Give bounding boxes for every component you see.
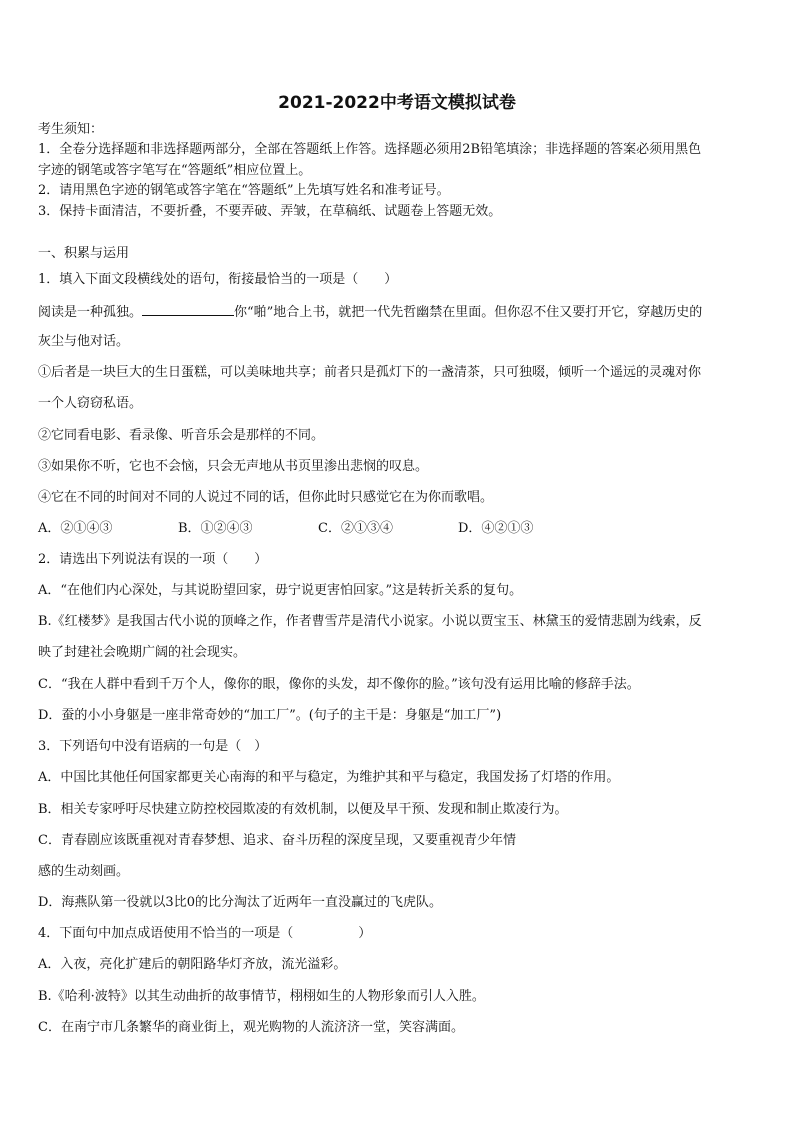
option-c: C．青春剧应该既重视对青春梦想、追求、奋斗历程的深度呈现，又要重视青少年情 xyxy=(38,833,516,848)
notice-item: 3．保持卡面清洁，不要折叠，不要弄破、弄皱，在草稿纸、试题卷上答题无效。 xyxy=(38,204,502,219)
option-c: C．②①③④ xyxy=(318,521,393,536)
passage-text: 你“啪”地合上书，就把一代先哲幽禁在里面。但你忍不住又要打开它，穿越历史的 xyxy=(234,305,703,320)
option-a: A．入夜，亮化扩建后的朝阳路华灯齐放，流光溢彩。 xyxy=(38,957,347,972)
option-a: A．中国比其他任何国家都更关心南海的和平与稳定，为维护其和平与稳定，我国发扬了灯塔的作用。 xyxy=(38,770,620,785)
option-a: A．“在他们内心深处，与其说盼望回家，毋宁说更害怕回家。”这是转折关系的复句。 xyxy=(38,583,523,598)
page-title: 2021-2022中考语文模拟试卷 xyxy=(278,93,516,113)
question-1-stem: 1．填入下面文段横线处的语句，衔接最恰当的一项是（ ） xyxy=(38,272,398,287)
option-c: C．在南宁市几条繁华的商业街上，观光购物的人流济济一堂，笑容满面。 xyxy=(38,1020,464,1035)
notice-heading: 考生须知： xyxy=(38,122,104,137)
option-b: B．相关专家呼吁尽快建立防控校园欺凌的有效机制，以便及早干预、发现和制止欺凌行为。 xyxy=(38,802,568,817)
sentence-1: ①后者是一块巨大的生日蛋糕，可以美味地共享；前者只是孤灯下的一盏清茶，只可独啜，倾听一个遥远的灵魂对你 xyxy=(38,365,702,380)
option-b: B.《红楼梦》是我国古代小说的顶峰之作，作者曹雪芹是清代小说家。小说以贾宝玉、林黛玉的爱情悲剧为线索，反 xyxy=(38,614,702,629)
question-1-passage xyxy=(38,303,760,321)
option-a: A．②①④③ xyxy=(38,521,113,536)
question-4-stem: 4．下面句中加点成语使用不恰当的一项是（ ） xyxy=(38,926,372,941)
option-b: B．①②④③ xyxy=(178,521,253,536)
section-heading: 一、积累与运用 xyxy=(38,246,130,261)
sentence-2: ②它同看电影、看录像、听音乐会是那样的不同。 xyxy=(38,428,325,443)
notice-item: 1．全卷分选择题和非选择题两部分，全部在答题纸上作答。选择题必须用2B铅笔填涂；非选择题的答案必须用黑色 xyxy=(38,142,702,157)
sentence-1: 一个人窃窃私语。 xyxy=(38,396,143,411)
option-c: C．“我在人群中看到千万个人，像你的眼，像你的头发，却不像你的脸。”该句没有运用比喻的修辞手法。 xyxy=(38,677,640,692)
question-1-options xyxy=(38,521,760,537)
option-d: D．蚕的小小身躯是一座非常奇妙的“加工厂”。(句子的主干是：身躯是“加工厂”) xyxy=(38,708,502,723)
question-3-stem: 3．下列语句中没有语病的一句是（ ） xyxy=(38,739,268,754)
option-d: D．海燕队第一役就以3比0的比分淘汰了近两年一直没赢过的飞虎队。 xyxy=(38,895,442,910)
notice-item: 字迹的钢笔或答字笔写在“答题纸”相应位置上。 xyxy=(38,163,312,178)
option-d: D．④②①③ xyxy=(458,521,534,536)
option-b: B.《哈利·波特》以其生动曲折的故事情节，栩栩如生的人物形象而引人入胜。 xyxy=(38,989,485,1004)
fill-in-blank xyxy=(142,303,234,316)
notice-item: 2．请用黑色字迹的钢笔或答字笔在“答题纸”上先填写姓名和准考证号。 xyxy=(38,183,450,198)
question-2-stem: 2．请选出下列说法有误的一项（ ） xyxy=(38,552,268,567)
question-1-passage: 灰尘与他对话。 xyxy=(38,334,130,349)
passage-text: 阅读是一种孤独。 xyxy=(38,305,143,320)
option-c: 感的生动刻画。 xyxy=(38,864,130,879)
sentence-4: ④它在不同的时间对不同的人说过不同的话，但你此时只感觉它在为你而歌唱。 xyxy=(38,490,494,505)
option-b: 映了封建社会晚期广阔的社会现实。 xyxy=(38,645,247,660)
sentence-3: ③如果你不听，它也不会恼，只会无声地从书页里渗出悲悯的叹息。 xyxy=(38,459,429,474)
